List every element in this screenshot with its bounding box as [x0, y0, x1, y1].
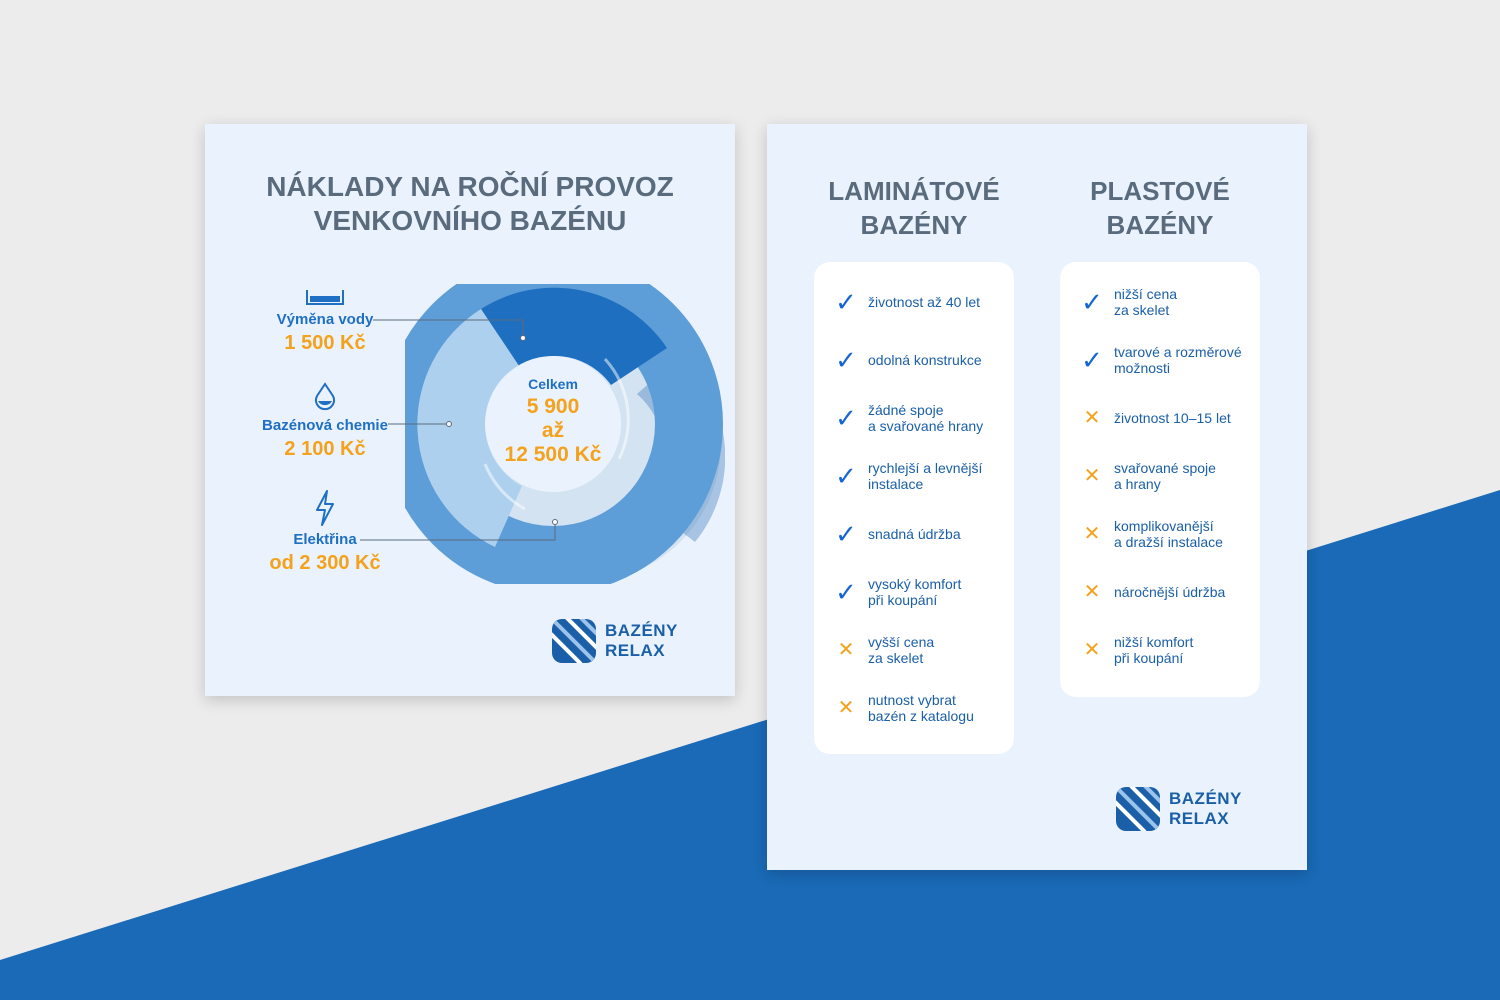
- laminate-list: [814, 262, 1014, 754]
- cross-icon: ✕: [837, 639, 855, 661]
- laminate-item: [814, 572, 1014, 612]
- logo-text: [605, 621, 678, 661]
- connector-water-dot: [521, 336, 526, 341]
- cross-icon: ✕: [837, 697, 855, 719]
- logo-text: [1169, 789, 1242, 829]
- checkmark-icon: ✓: [835, 461, 857, 491]
- checkmark-icon: ✓: [835, 287, 857, 317]
- cost-chemistry-value: 2 100 Kč: [284, 438, 366, 460]
- plastic-item-text: svařované spoje a hrany: [1114, 460, 1216, 492]
- plastic-item: [1060, 514, 1260, 554]
- cost-electricity: [255, 490, 395, 575]
- plastic-item-text: nižší cena za skelet: [1114, 286, 1178, 318]
- laminate-item-text: vysoký komfort při koupání: [868, 576, 962, 608]
- plastic-heading-line-2: BAZÉNY: [1106, 210, 1214, 240]
- cross-icon: ✕: [1083, 407, 1101, 429]
- plastic-item: [1060, 340, 1260, 380]
- plastic-heading: [1060, 174, 1260, 242]
- connector-electricity-dot: [553, 520, 558, 525]
- laminate-item-text: nutnost vybrat bazén z katalogu: [868, 692, 974, 724]
- lightning-icon: [314, 490, 336, 526]
- cross-icon: ✕: [1083, 639, 1101, 661]
- chemical-flask-icon: [312, 382, 338, 412]
- donut-center-label: [488, 376, 618, 467]
- plastic-item-text: komplikovanější a dražší instalace: [1114, 518, 1223, 550]
- laminate-item-text: rychlejší a levnější instalace: [868, 460, 983, 492]
- laminate-heading-line-2: BAZÉNY: [860, 210, 968, 240]
- total-label: Celkem: [528, 376, 578, 392]
- laminate-item: [814, 630, 1014, 670]
- cost-infographic-card: [205, 124, 735, 696]
- plastic-heading-line-1: PLASTOVÉ: [1090, 176, 1230, 206]
- brand-logo: [1115, 786, 1242, 832]
- cost-electricity-name: Elektřina: [293, 531, 357, 548]
- pool-comparison-card: [767, 124, 1307, 870]
- pool-icon: [305, 288, 345, 306]
- title-line-1: NÁKLADY NA ROČNÍ PROVOZ: [266, 171, 674, 202]
- logo-line-2: RELAX: [1169, 809, 1230, 828]
- cross-icon: ✕: [1083, 523, 1101, 545]
- plastic-item: [1060, 572, 1260, 612]
- logo-mark-icon: [551, 618, 597, 664]
- plastic-item-text: životnost 10–15 let: [1114, 410, 1231, 426]
- cost-chemistry-name: Bazénová chemie: [262, 417, 388, 434]
- plastic-item: [1060, 398, 1260, 438]
- brand-logo: [551, 618, 678, 664]
- logo-line-1: BAZÉNY: [1169, 789, 1242, 808]
- plastic-item-text: nižší komfort při koupání: [1114, 634, 1194, 666]
- cost-chemistry: [255, 382, 395, 461]
- total-min: 5 900: [526, 395, 580, 418]
- laminate-item-text: odolná konstrukce: [868, 352, 982, 368]
- cost-electricity-value: od 2 300 Kč: [269, 552, 381, 574]
- laminate-item-text: vyšší cena za skelet: [868, 634, 935, 666]
- laminate-item: [814, 514, 1014, 554]
- checkmark-icon: ✓: [1081, 345, 1103, 375]
- plastic-item: [1060, 456, 1260, 496]
- logo-mark-icon: [1115, 786, 1161, 832]
- plastic-item-text: náročnější údržba: [1114, 584, 1226, 600]
- laminate-item-text: životnost až 40 let: [868, 294, 981, 310]
- cost-water-value: 1 500 Kč: [284, 332, 366, 354]
- logo-line-2: RELAX: [605, 641, 666, 660]
- connector-water: [373, 320, 523, 338]
- laminate-heading-line-1: LAMINÁTOVÉ: [828, 176, 1000, 206]
- laminate-item: [814, 340, 1014, 380]
- plastic-list: [1060, 262, 1260, 697]
- plastic-item: [1060, 630, 1260, 670]
- laminate-item-text: žádné spoje a svařované hrany: [868, 402, 984, 434]
- title-line-2: VENKOVNÍHO BAZÉNU: [313, 205, 627, 236]
- logo-line-1: BAZÉNY: [605, 621, 678, 640]
- laminate-heading: [814, 174, 1014, 242]
- connector-chemistry-dot: [447, 422, 452, 427]
- checkmark-icon: ✓: [835, 577, 857, 607]
- checkmark-icon: ✓: [1081, 287, 1103, 317]
- checkmark-icon: ✓: [835, 519, 857, 549]
- laminate-item: [814, 456, 1014, 496]
- cross-icon: ✕: [1083, 581, 1101, 603]
- laminate-item-text: snadná údržba: [868, 526, 961, 542]
- cost-water-name: Výměna vody: [276, 311, 374, 328]
- plastic-item-text: tvarové a rozměrové možnosti: [1114, 344, 1242, 376]
- checkmark-icon: ✓: [835, 345, 857, 375]
- checkmark-icon: ✓: [835, 403, 857, 433]
- laminate-item: [814, 282, 1014, 322]
- cross-icon: ✕: [1083, 465, 1101, 487]
- cost-water: [265, 288, 385, 355]
- plastic-item: [1060, 282, 1260, 322]
- total-separator: až: [541, 419, 565, 442]
- laminate-item: [814, 398, 1014, 438]
- total-max: 12 500 Kč: [504, 443, 602, 466]
- laminate-item: [814, 688, 1014, 728]
